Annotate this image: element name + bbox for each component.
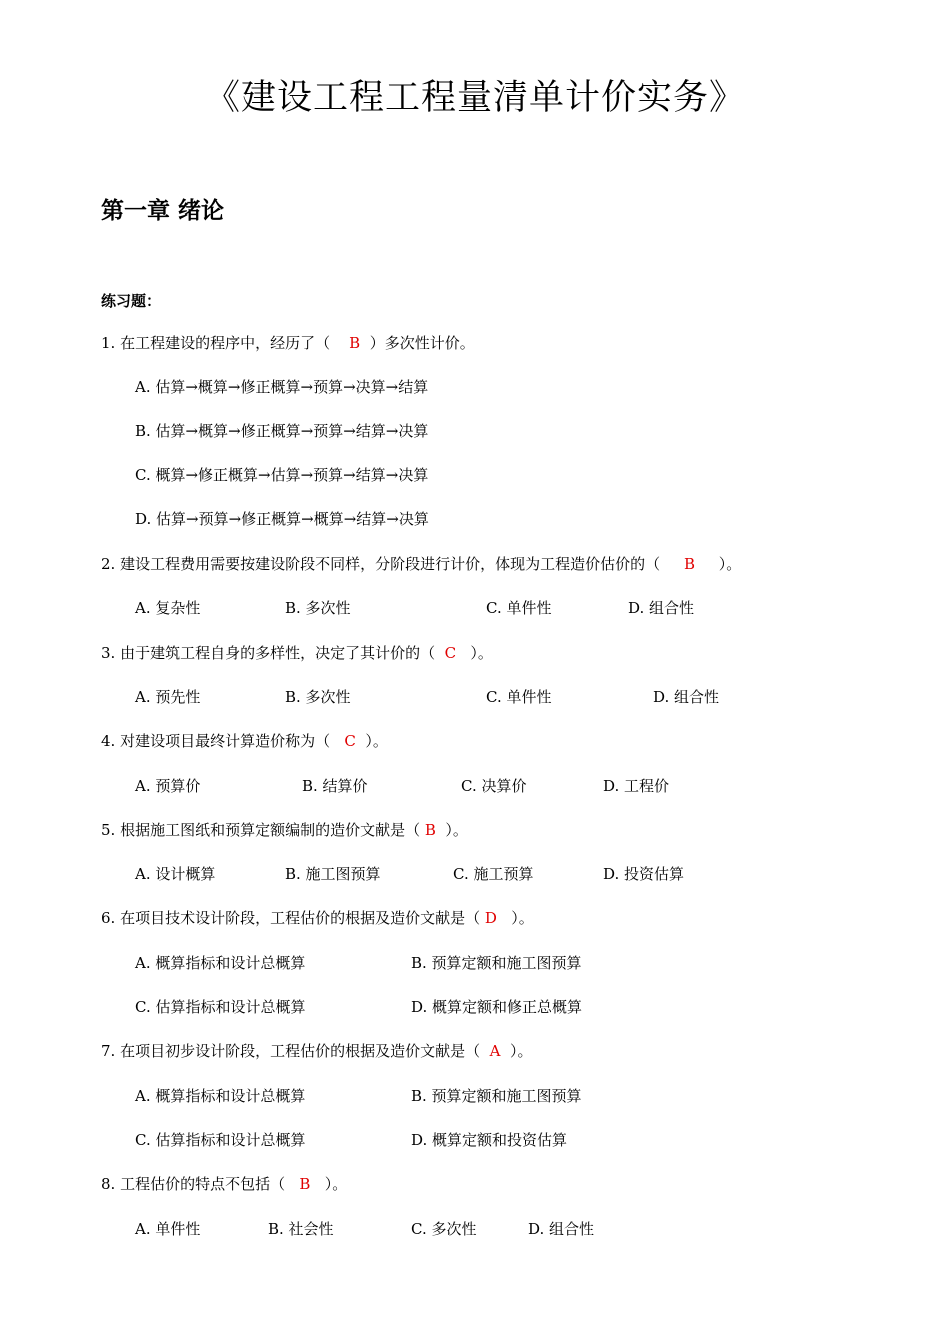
question-4: [101, 731, 388, 751]
option-d: D. 投资估算: [603, 865, 685, 883]
exercise-label: 练习题：: [101, 292, 162, 310]
question-text-end: ）。: [500, 1042, 533, 1060]
question-text: 3. 由于建筑工程自身的多样性，决定了其计价的（: [101, 644, 445, 662]
option-a: A. 单件性: [135, 1220, 201, 1238]
answer-mark: C: [444, 644, 457, 662]
option-d: D. 组合性: [528, 1220, 595, 1238]
option-b: B. 施工图预算: [285, 865, 381, 883]
question-7: [101, 1041, 533, 1061]
option-c: C. 单件性: [486, 599, 552, 617]
option-c: C. 多次性: [411, 1220, 477, 1238]
option-b: B. 多次性: [285, 688, 351, 706]
question-1: [101, 333, 475, 353]
option-c: C. 估算指标和设计总概算: [135, 998, 306, 1016]
question-3: [101, 643, 493, 663]
option-a: A. 概算指标和设计总概算: [135, 954, 306, 972]
answer-mark: A: [489, 1042, 501, 1060]
answer-mark: C: [344, 732, 356, 750]
question-8: [101, 1174, 347, 1194]
option-c: C. 估算指标和设计总概算: [135, 1131, 306, 1149]
option-b: B. 估算→概算→修正概算→预算→结算→决算: [135, 422, 429, 440]
option-a: A. 预算价: [135, 777, 201, 795]
question-text: 6. 在项目技术设计阶段，工程估价的根据及造价文献是（: [101, 909, 485, 927]
option-c: C. 概算→修正概算→估算→预算→结算→决算: [135, 466, 429, 484]
question-text-end: ）。: [310, 1175, 348, 1193]
option-b: B. 结算价: [302, 777, 368, 795]
option-a: A. 设计概算: [135, 865, 216, 883]
question-text: 4. 对建设项目最终计算造价称为（: [101, 732, 345, 750]
option-b: B. 多次性: [285, 599, 351, 617]
option-d: D. 组合性: [628, 599, 695, 617]
question-text-end: ）多次性计价。: [360, 334, 475, 352]
question-text: 5. 根据施工图纸和预算定额编制的造价文献是（: [101, 821, 425, 839]
option-d: D. 概算定额和修正总概算: [411, 998, 583, 1016]
answer-mark: B: [424, 821, 436, 839]
option-c: C. 决算价: [461, 777, 527, 795]
option-a: A. 估算→概算→修正概算→预算→决算→结算: [135, 378, 429, 396]
question-2: [101, 554, 741, 574]
option-c: C. 单件性: [486, 688, 552, 706]
option-d: D. 工程价: [603, 777, 670, 795]
question-text-end: ）。: [496, 909, 534, 927]
option-a: A. 预先性: [135, 688, 201, 706]
question-text: 8. 工程估价的特点不包括（: [101, 1175, 300, 1193]
question-5: [101, 820, 468, 840]
option-d: D. 估算→预算→修正概算→概算→结算→决算: [135, 510, 429, 528]
question-text: 2. 建设工程费用需要按建设阶段不同样，分阶段进行计价，体现为工程造价估价的（: [101, 555, 684, 573]
option-d: D. 概算定额和投资估算: [411, 1131, 568, 1149]
answer-mark: B: [299, 1175, 311, 1193]
option-d: D. 组合性: [653, 688, 720, 706]
chapter-heading: 第一章 绪论: [101, 198, 225, 224]
answer-mark: B: [349, 334, 361, 352]
question-text: 7. 在项目初步设计阶段，工程估价的根据及造价文献是（: [101, 1042, 490, 1060]
answer-mark: B: [683, 555, 695, 573]
question-text-end: ）。: [694, 555, 742, 573]
question-text: 1. 在工程建设的程序中，经历了（: [101, 334, 350, 352]
option-b: B. 预算定额和施工图预算: [411, 1087, 582, 1105]
question-text-end: ）。: [435, 821, 468, 839]
option-a: A. 复杂性: [135, 599, 201, 617]
question-text-end: ）。: [456, 644, 493, 662]
document-title: 《建设工程工程量清单计价实务》: [204, 78, 745, 118]
question-6: [101, 908, 534, 928]
option-c: C. 施工预算: [453, 865, 534, 883]
option-a: A. 概算指标和设计总概算: [135, 1087, 306, 1105]
question-text-end: ）。: [355, 732, 388, 750]
option-b: B. 预算定额和施工图预算: [411, 954, 582, 972]
answer-mark: D: [484, 909, 497, 927]
option-b: B. 社会性: [268, 1220, 334, 1238]
